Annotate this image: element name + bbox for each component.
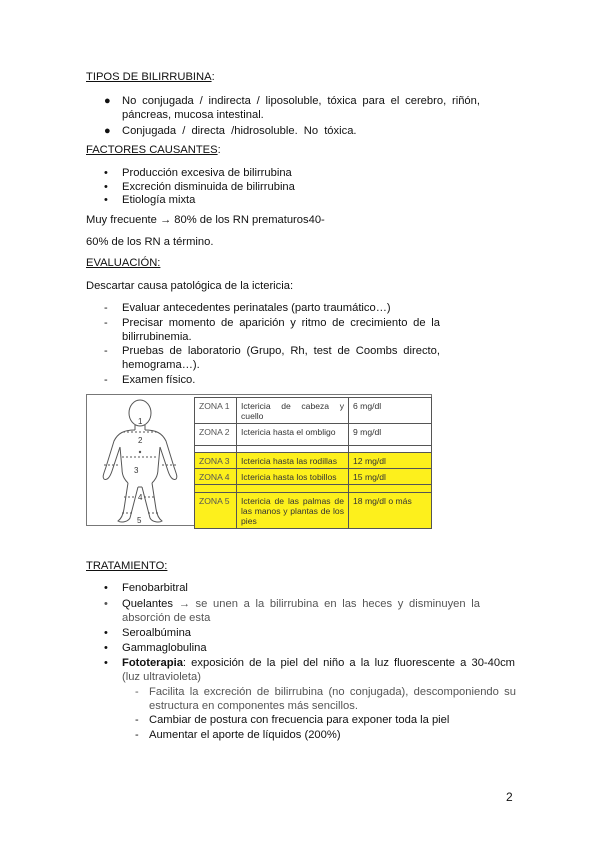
zone-description: Ictericia hasta el ombligo	[237, 424, 349, 446]
quelantes-label: Quelantes	[122, 598, 173, 610]
tratamiento-item-fototerapia	[122, 656, 515, 670]
section-title-tipos: TIPOS DE BILIRRUBINA:	[86, 71, 215, 83]
evaluacion-intro: Descartar causa patológica de la ictericia:	[86, 280, 294, 292]
bullet-icon: •	[104, 582, 108, 594]
zone-value: 9 mg/dl	[349, 424, 432, 446]
bullet-icon: ●	[104, 125, 111, 137]
dash-icon: -	[135, 729, 139, 741]
section-title-tratamiento: TRATAMIENTO:	[86, 560, 168, 572]
table-row	[195, 469, 432, 485]
tratamiento-item-gammaglobulina: Gammaglobulina	[122, 642, 207, 654]
bullet-icon: •	[104, 194, 108, 206]
body-zone-number: 3	[134, 466, 139, 475]
tipos-item-1-line2: páncreas, mucosa intestinal.	[122, 109, 264, 121]
zone-value: 6 mg/dl	[349, 398, 432, 424]
zone-value: 18 mg/dl o más	[349, 493, 432, 529]
dash-icon: -	[104, 345, 108, 357]
fototerapia-sub-1-line1: Facilita la excreción de bilirrubina (no conjugada), descomponiendo su	[149, 686, 516, 698]
zone-label: ZONA 2	[195, 424, 237, 446]
body-zone-number: 4	[138, 493, 143, 502]
frecuencia-line1: Muy frecuente → 80% de los RN prematuros40-	[86, 214, 325, 226]
frecuencia-line2: 60% de los RN a término.	[86, 236, 214, 248]
body-zone-number: 2	[138, 436, 143, 445]
table-row	[195, 493, 432, 529]
quelantes-text: → se unen a la bilirrubina en las heces y disminuyen la	[178, 598, 480, 610]
dash-icon: -	[135, 714, 139, 726]
tipos-item-2: Conjugada / directa /hidrosoluble. No tóxica.	[122, 125, 357, 137]
table-row	[195, 398, 432, 424]
evaluacion-item-4: Examen físico.	[122, 374, 196, 386]
evaluacion-item-2-line2: bilirrubinemia.	[122, 331, 192, 343]
tratamiento-item-seroalbumina: Seroalbúmina	[122, 627, 192, 639]
fototerapia-sub-2: Cambiar de postura con frecuencia para exponer toda la piel	[149, 714, 450, 726]
table-row	[195, 453, 432, 469]
table-row	[195, 424, 432, 446]
tipos-item-1-line1: No conjugada / indirecta / liposoluble, tóxica para el cerebro, riñón,	[122, 95, 480, 107]
zone-value: 12 mg/dl	[349, 453, 432, 469]
fototerapia-sub-3: Aumentar el aporte de líquidos (200%)	[149, 729, 341, 741]
table-row-spacer	[195, 485, 432, 493]
baby-body-diagram	[88, 397, 192, 525]
factores-item-2: Excreción disminuida de bilirrubina	[122, 181, 295, 193]
bullet-icon: •	[104, 657, 108, 669]
bullet-icon: •	[104, 167, 108, 179]
body-zone-number: 1	[138, 417, 143, 426]
evaluacion-item-1: Evaluar antecedentes perinatales (parto traumático…)	[122, 302, 391, 314]
fototerapia-line2: (luz ultravioleta)	[122, 671, 201, 683]
evaluacion-item-3-line2: hemograma…).	[122, 359, 200, 371]
zone-description: Ictericia de las palmas de las manos y plantas de los pies	[237, 493, 349, 529]
zone-label: ZONA 3	[195, 453, 237, 469]
factores-item-1: Producción excesiva de bilirrubina	[122, 167, 292, 179]
factores-item-3: Etiología mixta	[122, 194, 196, 206]
table-row-spacer	[195, 446, 432, 453]
tratamiento-item-fenobarbital: Fenobarbitral	[122, 582, 188, 594]
fototerapia-text: : exposición de la piel del niño a la luz fluorescente a 30-40cm	[182, 657, 515, 669]
zones-table	[194, 397, 432, 529]
body-zone-number: 5	[137, 516, 142, 525]
zone-label: ZONA 5	[195, 493, 237, 529]
page-number: 2	[506, 790, 513, 804]
dash-icon: -	[104, 302, 108, 314]
dash-icon: -	[104, 317, 108, 329]
dash-icon: -	[104, 374, 108, 386]
fototerapia-sub-1-line2: estructura en componentes más sencillos.	[149, 700, 358, 712]
bullet-icon: •	[104, 627, 108, 639]
evaluacion-item-3-line1: Pruebas de laboratorio (Grupo, Rh, test de Coombs directo,	[122, 345, 440, 357]
bullet-icon: •	[104, 598, 108, 610]
evaluacion-item-2-line1: Precisar momento de aparición y ritmo de crecimiento de la	[122, 317, 440, 329]
zone-label: ZONA 4	[195, 469, 237, 485]
dash-icon: -	[135, 686, 139, 698]
zone-label: ZONA 1	[195, 398, 237, 424]
zone-description: Ictericia de cabeza y cuello	[237, 398, 349, 424]
section-title-factores: FACTORES CAUSANTES:	[86, 144, 221, 156]
section-title-evaluacion: EVALUACIÓN:	[86, 257, 161, 269]
quelantes-line2: absorción de esta	[122, 612, 211, 624]
tratamiento-item-quelantes	[122, 597, 480, 611]
zone-description: Ictericia hasta los tobillos	[237, 469, 349, 485]
bullet-icon: •	[104, 642, 108, 654]
bullet-icon: •	[104, 181, 108, 193]
fototerapia-label: Fototerapia	[122, 657, 183, 669]
zone-description: Ictericia hasta las rodillas	[237, 453, 349, 469]
bullet-icon: ●	[104, 95, 111, 107]
zone-value: 15 mg/dl	[349, 469, 432, 485]
